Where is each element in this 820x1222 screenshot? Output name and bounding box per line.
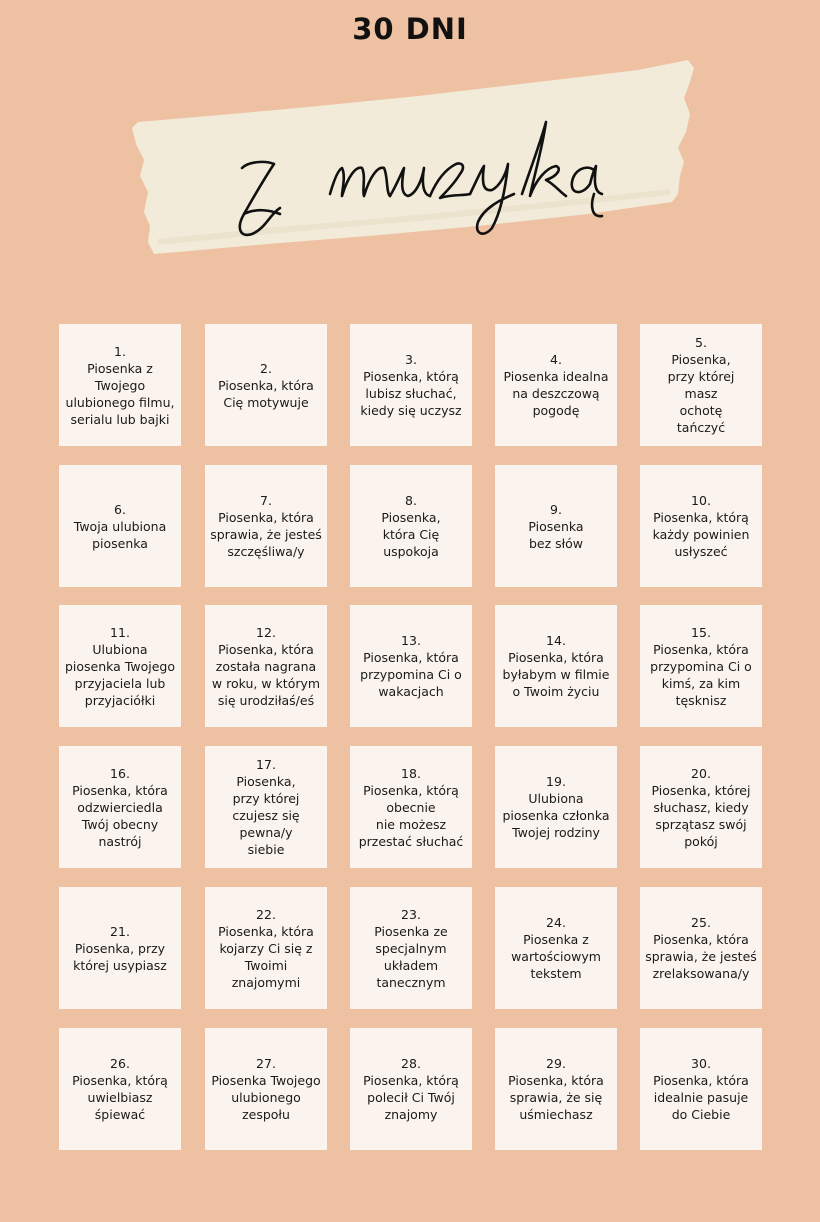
challenge-card-text: 3. Piosenka, którą lubisz słuchać, kiedy się uczysz [360,352,462,418]
page-title: 30 DNI [352,12,468,46]
challenge-card [495,465,617,587]
challenge-card-text: 1. Piosenka z Twojego ulubionego filmu, serialu lub bajki [65,343,175,427]
challenge-card [350,746,472,868]
challenge-card [205,746,327,868]
challenge-card-text: 9. Piosenka bez słów [528,501,584,551]
challenge-card-text: 10. Piosenka, którą każdy powinien usłyszeć [652,493,750,559]
challenge-card [59,1028,181,1150]
challenge-card [205,1028,327,1150]
challenge-card-text: 30. Piosenka, która idealnie pasuje do Ciebie [653,1056,749,1122]
challenge-card-text: 4. Piosenka idealna na deszczową pogodę [503,352,609,418]
challenge-card-text: 29. Piosenka, która sprawia, że się uśmiechasz [508,1056,604,1122]
challenge-card-text: 16. Piosenka, która odzwierciedla Twój obecny nastrój [72,765,168,849]
challenge-card-text: 22. Piosenka, która kojarzy Ci się z Twoimi znajomymi [218,906,314,990]
challenge-card [205,605,327,727]
challenge-card-text: 18. Piosenka, którą obecnie nie możesz przestać słuchać [358,765,464,849]
challenge-card-text: 26. Piosenka, którą uwielbiasz śpiewać [72,1056,168,1122]
challenge-card [59,465,181,587]
challenge-card-text: 6. Twoja ulubiona piosenka [73,501,167,551]
challenge-card [59,887,181,1009]
challenge-card [640,746,762,868]
challenge-card [205,887,327,1009]
challenge-card-text: 7. Piosenka, która sprawia, że jesteś szczęśliwa/y [210,493,322,559]
challenge-card-text: 13. Piosenka, która przypomina Ci o wakacjach [360,633,462,699]
challenge-card [59,605,181,727]
challenge-card-text: 11. Ulubiona piosenka Twojego przyjaciela lub przyjaciółki [64,624,176,708]
challenge-card-text: 24. Piosenka z wartościowym tekstem [511,915,601,981]
challenge-card [350,887,472,1009]
challenge-card-text: 8. Piosenka, która Cię uspokoja [381,493,441,559]
challenge-card-text: 17. Piosenka, przy której czujesz się pewna/y siebie [232,757,300,857]
challenge-card [350,605,472,727]
challenge-card-text: 19. Ulubiona piosenka członka Twojej rodziny [502,774,610,840]
challenge-card [640,1028,762,1150]
challenge-card-text: 27. Piosenka Twojego ulubionego zespołu [211,1056,321,1122]
challenge-card [640,465,762,587]
challenge-card [495,887,617,1009]
challenge-card-text: 12. Piosenka, która została nagrana w roku, w którym się urodziłaś/eś [211,624,321,708]
challenge-card [495,605,617,727]
challenge-card [350,1028,472,1150]
challenge-card-text: 23. Piosenka ze specjalnym układem tanecznym [374,906,448,990]
challenge-card-text: 28. Piosenka, którą polecił Ci Twój znajomy [363,1056,459,1122]
challenge-card [59,324,181,446]
challenge-card-text: 5. Piosenka, przy której masz ochotę tańczyć [667,335,735,435]
challenge-card-text: 21. Piosenka, przy której usypiasz [73,923,167,973]
challenge-card [350,465,472,587]
challenge-card [495,324,617,446]
challenge-card-text: 15. Piosenka, która przypomina Ci o kimś, za kim tęsknisz [650,624,752,708]
challenge-card [350,324,472,446]
challenge-card-text: 20. Piosenka, której słuchasz, kiedy sprzątasz swój pokój [651,765,751,849]
challenge-card [59,746,181,868]
challenge-card [495,746,617,868]
challenge-card-text: 25. Piosenka, która sprawia, że jesteś zrelaksowana/y [645,915,757,981]
challenge-card [205,324,327,446]
challenge-card-text: 2. Piosenka, która Cię motywuje [218,360,314,410]
challenge-card [205,465,327,587]
challenge-card [640,887,762,1009]
challenge-card-text: 14. Piosenka, która byłabym w filmie o Twoim życiu [502,633,610,699]
challenge-card [495,1028,617,1150]
challenge-card [640,605,762,727]
challenge-card [640,324,762,446]
